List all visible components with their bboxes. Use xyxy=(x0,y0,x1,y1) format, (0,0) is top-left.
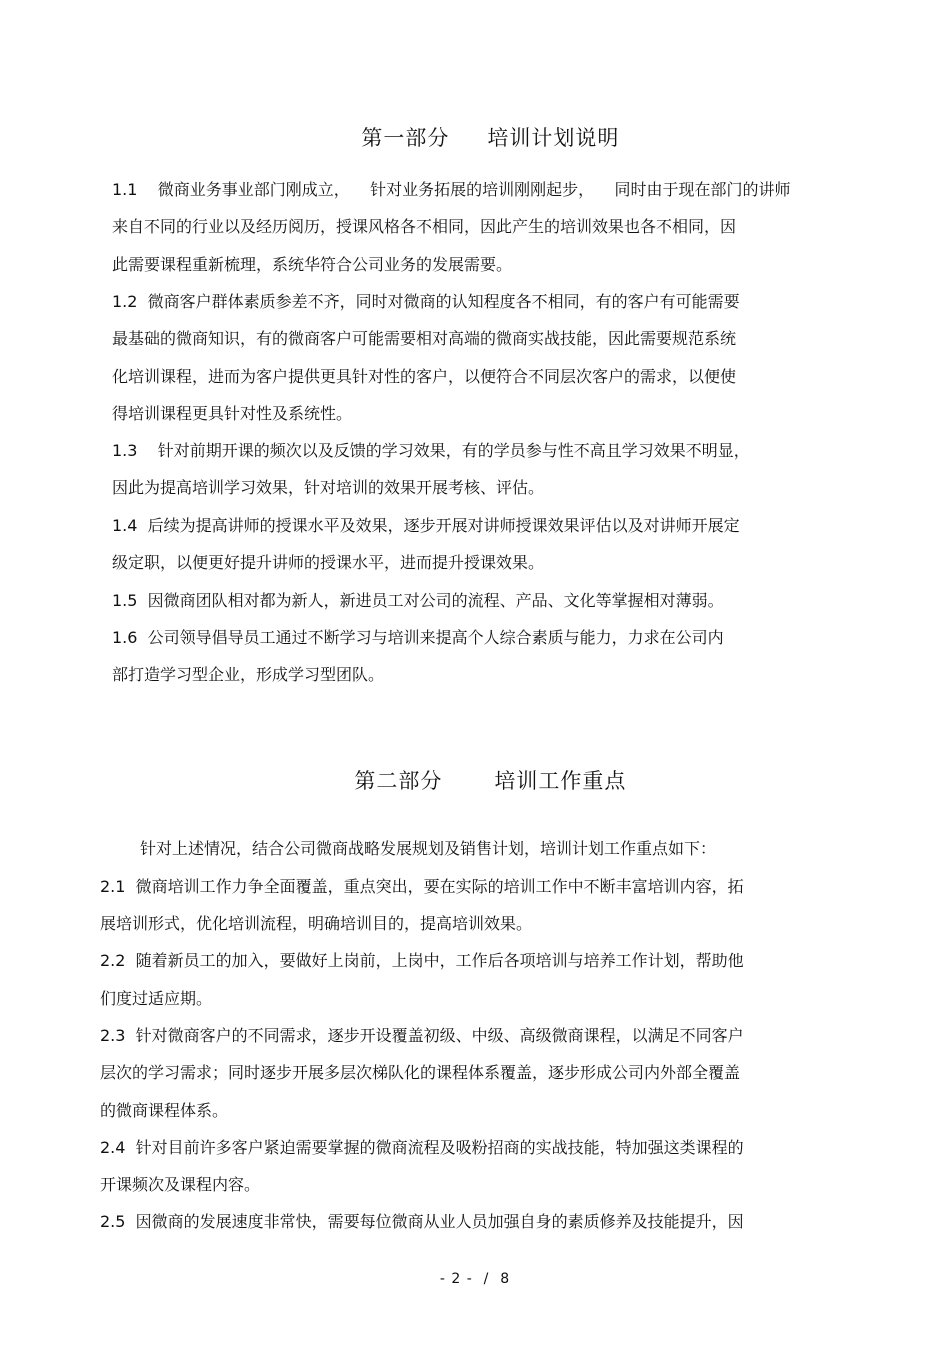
part2-line: 2.4 针对目前许多客户紧迫需要掌握的微商流程及吸粉招商的实战技能，特加强这类课程的 xyxy=(100,1138,744,1157)
part1-line: 此需要课程重新梳理，系统华符合公司业务的发展需要。 xyxy=(112,255,513,274)
part2-heading-number: 第二部分 xyxy=(354,769,443,793)
part1-line: 1.1 微商业务事业部门刚成立， 针对业务拓展的培训刚刚起步， 同时由于现在部门的讲师 xyxy=(112,180,791,199)
part2-intro: 针对上述情况，结合公司微商战略发展规划及销售计划，培训计划工作重点如下： xyxy=(140,839,717,858)
part1-line: 1.3 针对前期开课的频次以及反馈的学习效果，有的学员参与性不高且学习效果不明显， xyxy=(112,441,750,460)
part1-line: 部打造学习型企业，形成学习型团队。 xyxy=(112,665,385,684)
part1-line: 级定职，以便更好提升讲师的授课水平，进而提升授课效果。 xyxy=(112,553,545,572)
part2-line: 2.3 针对微商客户的不同需求，逐步开设覆盖初级、中级、高级微商课程，以满足不同客户 xyxy=(100,1026,744,1045)
part1-heading xyxy=(0,98,950,176)
part2-heading-title: 培训工作重点 xyxy=(494,769,627,793)
page-number: - 2 - / 8 xyxy=(439,1271,511,1287)
part1-line: 最基础的微商知识，有的微商客户可能需要相对高端的微商实战技能，因此需要规范系统 xyxy=(112,329,737,348)
part1-heading-number: 第一部分 xyxy=(361,126,450,150)
part2-line: 的微商课程体系。 xyxy=(100,1101,229,1120)
part1-line: 得培训课程更具针对性及系统性。 xyxy=(112,404,353,423)
part2-heading xyxy=(0,741,950,819)
part2-line: 们度过适应期。 xyxy=(100,989,213,1008)
part1-line: 因此为提高培训学习效果，针对培训的效果开展考核、评估。 xyxy=(112,478,545,497)
part1-line: 来自不同的行业以及经历阅历，授课风格各不相同，因此产生的培训效果也各不相同，因 xyxy=(112,217,737,236)
part1-line: 化培训课程，进而为客户提供更具针对性的客户，以便符合不同层次客户的需求，以便使 xyxy=(112,367,737,386)
part2-line: 开课频次及课程内容。 xyxy=(100,1175,261,1194)
part1-line: 1.6 公司领导倡导员工通过不断学习与培训来提高个人综合素质与能力，力求在公司内 xyxy=(112,628,724,647)
part1-heading-title: 培训计划说明 xyxy=(487,126,620,150)
part2-line: 2.2 随着新员工的加入，要做好上岗前，上岗中，工作后各项培训与培养工作计划，帮助他 xyxy=(100,951,744,970)
part2-line: 2.5 因微商的发展速度非常快，需要每位微商从业人员加强自身的素质修养及技能提升，因 xyxy=(100,1212,744,1231)
part1-line: 1.2 微商客户群体素质参差不齐，同时对微商的认知程度各不相同，有的客户有可能需要 xyxy=(112,292,740,311)
part2-line: 展培训形式，优化培训流程，明确培训目的，提高培训效果。 xyxy=(100,914,533,933)
part2-line: 2.1 微商培训工作力争全面覆盖，重点突出，要在实际的培训工作中不断丰富培训内容，拓 xyxy=(100,877,744,896)
part1-line: 1.4 后续为提高讲师的授课水平及效果，逐步开展对讲师授课效果评估以及对讲师开展定 xyxy=(112,516,740,535)
part2-line: 层次的学习需求；同时逐步开展多层次梯队化的课程体系覆盖，逐步形成公司内外部全覆盖 xyxy=(100,1063,741,1082)
part1-line: 1.5 因微商团队相对都为新人，新进员工对公司的流程、产品、文化等掌握相对薄弱。 xyxy=(112,591,724,610)
